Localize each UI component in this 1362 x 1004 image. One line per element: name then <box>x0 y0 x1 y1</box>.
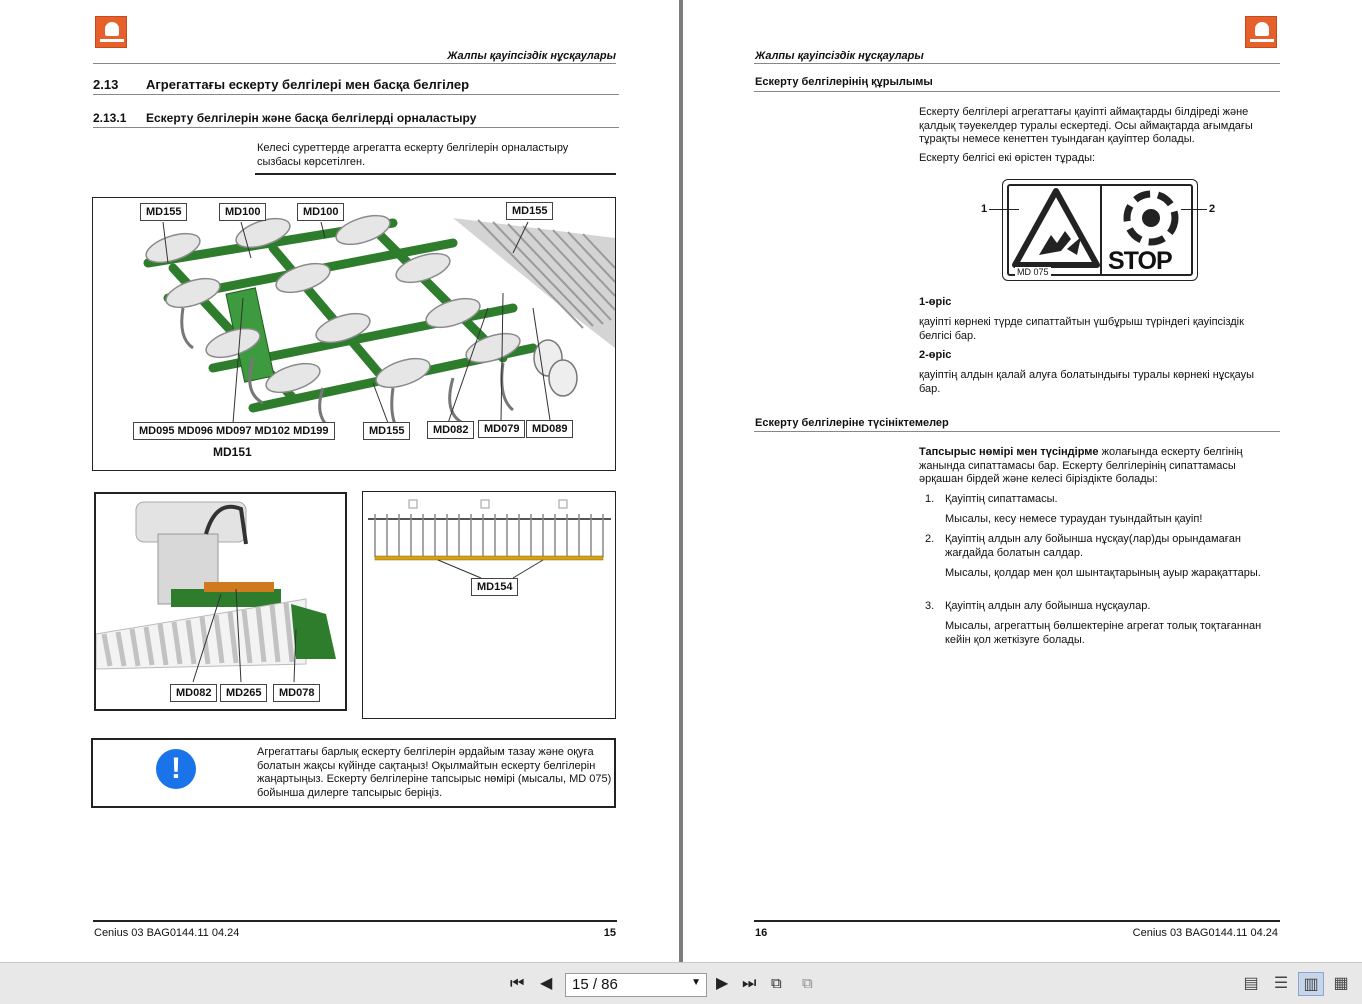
previous-page-button[interactable]: ◀ <box>540 975 553 992</box>
label-md154: MD154 <box>471 578 518 596</box>
top-view-tines <box>375 514 603 557</box>
two-page-continuous-view-icon[interactable]: ▦ <box>1333 975 1349 992</box>
side-discs <box>534 340 577 396</box>
single-page-view-icon[interactable]: ▤ <box>1243 975 1259 992</box>
label-md151: MD151 <box>213 445 252 459</box>
sign-callout-1: 1 <box>981 203 988 215</box>
list-example-1: Мысалы, кесу немесе тураудан туындайтын қауіп! <box>945 513 1203 525</box>
list-text-3: Қауіптің алдын алу бойынша нұсқаулар. <box>945 600 1151 612</box>
heading-structure: Ескерту белгілерінің құрылымы <box>755 76 933 88</box>
footer-page-number: 16 <box>755 927 768 939</box>
go-forward-view-icon[interactable]: ⧉ <box>802 975 813 992</box>
para-explanations-rest: жолағында ескерту белгінің жанында сипаттамасы бар. Ескерту белгілерінің сипаттамасы әрқашан бірдей және келесі біріздікте болады: <box>919 446 1243 485</box>
footer-rule <box>93 920 617 922</box>
right-page <box>683 0 1362 962</box>
callout-line-2 <box>1181 209 1207 210</box>
header-rule <box>93 63 616 64</box>
running-header: Жалпы қауіпсіздік нұсқаулары <box>447 50 616 62</box>
two-page-view-icon[interactable]: ▥ <box>1298 972 1324 996</box>
para-explanations <box>919 446 1273 487</box>
list-example-3: Мысалы, агрегаттың бөлшектеріне агрегат толық тоқтағаннан кейін қол жеткізуге болады. <box>945 620 1262 646</box>
label-md082: MD082 <box>427 421 474 439</box>
field1-title: 1-өріс <box>919 296 952 308</box>
sign-callout-2: 2 <box>1209 203 1216 215</box>
list-text-2: Қауіптің алдын алу бойынша нұсқау(лар)ды орындамаған жағдайда болатын салдар. <box>945 533 1241 559</box>
field2-text: қауіптің алдын қалай алуға болатындығы туралы көрнекі нұсқауы бар. <box>919 369 1254 395</box>
top-view-illustration <box>363 492 615 718</box>
notice-box <box>91 738 616 808</box>
label-md155-bottom: MD155 <box>363 422 410 440</box>
figure-rear-detail <box>94 492 347 711</box>
para-explanations-bold: Тапсырыс нөмірі мен түсіндірме <box>919 446 1099 458</box>
list-num-1: 1. <box>925 493 935 505</box>
intro-rule <box>255 173 616 175</box>
label-md155-top-left: MD155 <box>140 203 187 221</box>
page-indicator: 15 / 86 <box>572 976 618 993</box>
footer-doc-id: Cenius 03 BAG0144.11 04.24 <box>94 927 240 939</box>
para-two-fields: Ескерту белгісі екі өрістен тұрады: <box>919 152 1096 164</box>
cutting-hazard-triangle-icon <box>1011 187 1101 271</box>
heading-explanations: Ескерту белгілеріне түсініктемелер <box>755 417 949 429</box>
running-header: Жалпы қауіпсіздік нұсқаулары <box>755 50 924 62</box>
continuous-view-icon[interactable]: ☰ <box>1273 975 1289 992</box>
label-md089: MD089 <box>526 420 573 438</box>
field1-text: қауіпті көрнекі түрде сипаттайтын үшбұрыш түріндегі қауіпсіздік белгісі бар. <box>919 316 1244 342</box>
list-num-3: 3. <box>925 600 935 612</box>
label-md155-top-right: MD155 <box>506 202 553 220</box>
field2-title: 2-өріс <box>919 349 952 361</box>
label-md100-a: MD100 <box>219 203 266 221</box>
label-md079: MD079 <box>478 420 525 438</box>
heading-explanations-rule <box>754 431 1280 432</box>
rotating-hazard-icon <box>1116 188 1186 252</box>
go-back-view-icon[interactable]: ⧉ <box>771 975 782 992</box>
header-rule <box>754 63 1280 64</box>
list-example-2: Мысалы, қолдар мен қол шынтақтарының ауыр жарақаттары. <box>945 567 1261 579</box>
sign-code: MD 075 <box>1017 267 1049 277</box>
chevron-down-icon[interactable]: ▼ <box>691 977 701 988</box>
intro-text: Келесі суреттерде агрегатта ескерту белгілерін орналастыру сызбасы көрсетілген. <box>257 142 569 168</box>
label-md-group: MD095 MD096 MD097 MD102 MD199 <box>133 422 335 440</box>
footer-page-number: 15 <box>603 927 616 939</box>
last-page-button[interactable]: ⏭ <box>742 975 757 992</box>
notice-text: Агрегаттағы барлық ескерту белгілерін әрдайым тазау және оқуға болатын жақсы күйінде сақтаңыз! Оқылмайтын ескерту белгілерін жаңартыңыз. Ескерту белгілеріне тапсырыс нөмірі (мысалы, MD 075) бойынша дилерге тапсырыс беріңіз. <box>257 746 612 799</box>
exclamation-icon: ! <box>156 749 196 789</box>
heading-structure-rule <box>754 91 1280 92</box>
sign-stop-text: STOP <box>1108 247 1172 275</box>
figure-top-view <box>362 491 616 719</box>
amazone-logo <box>95 16 127 48</box>
label-md078: MD078 <box>273 684 320 702</box>
subsection-number: 2.13.1 <box>93 111 127 125</box>
callout-line-1 <box>989 209 1019 210</box>
viewer-toolbar <box>0 962 1362 1004</box>
rear-detail-illustration <box>96 494 345 709</box>
para-structure: Ескерту белгілері агрегаттағы қауіпті аймақтарды білдіреді және қалдық тәуекелдер туралы ескертеді. Осы аймақтарда ағымдағы тұрақты немесе кенеттен туындаған қауіптер болады. <box>919 106 1253 145</box>
label-md100-b: MD100 <box>297 203 344 221</box>
warning-sign-md075 <box>1002 179 1198 281</box>
list-text-1: Қауіптің сипаттамасы. <box>945 493 1058 505</box>
subsection-rule <box>93 127 619 128</box>
label-md082-rear: MD082 <box>170 684 217 702</box>
left-page <box>0 0 679 962</box>
section-number: 2.13 <box>93 77 119 92</box>
list-num-2: 2. <box>925 533 935 545</box>
figure-cultivator <box>92 197 616 471</box>
footer-rule <box>754 920 1280 922</box>
section-rule <box>93 94 619 95</box>
amazone-logo <box>1245 16 1277 48</box>
first-page-button[interactable]: ⏮ <box>510 975 525 992</box>
next-page-button[interactable]: ▶ <box>716 975 729 992</box>
label-md265: MD265 <box>220 684 267 702</box>
subsection-title: Ескерту белгілерін және басқа белгілерді орналастыру <box>146 111 477 125</box>
section-title: Агрегаттағы ескерту белгілері мен басқа белгілер <box>146 77 470 92</box>
footer-doc-id: Cenius 03 BAG0144.11 04.24 <box>1132 927 1278 939</box>
page-number-input[interactable] <box>565 973 707 997</box>
